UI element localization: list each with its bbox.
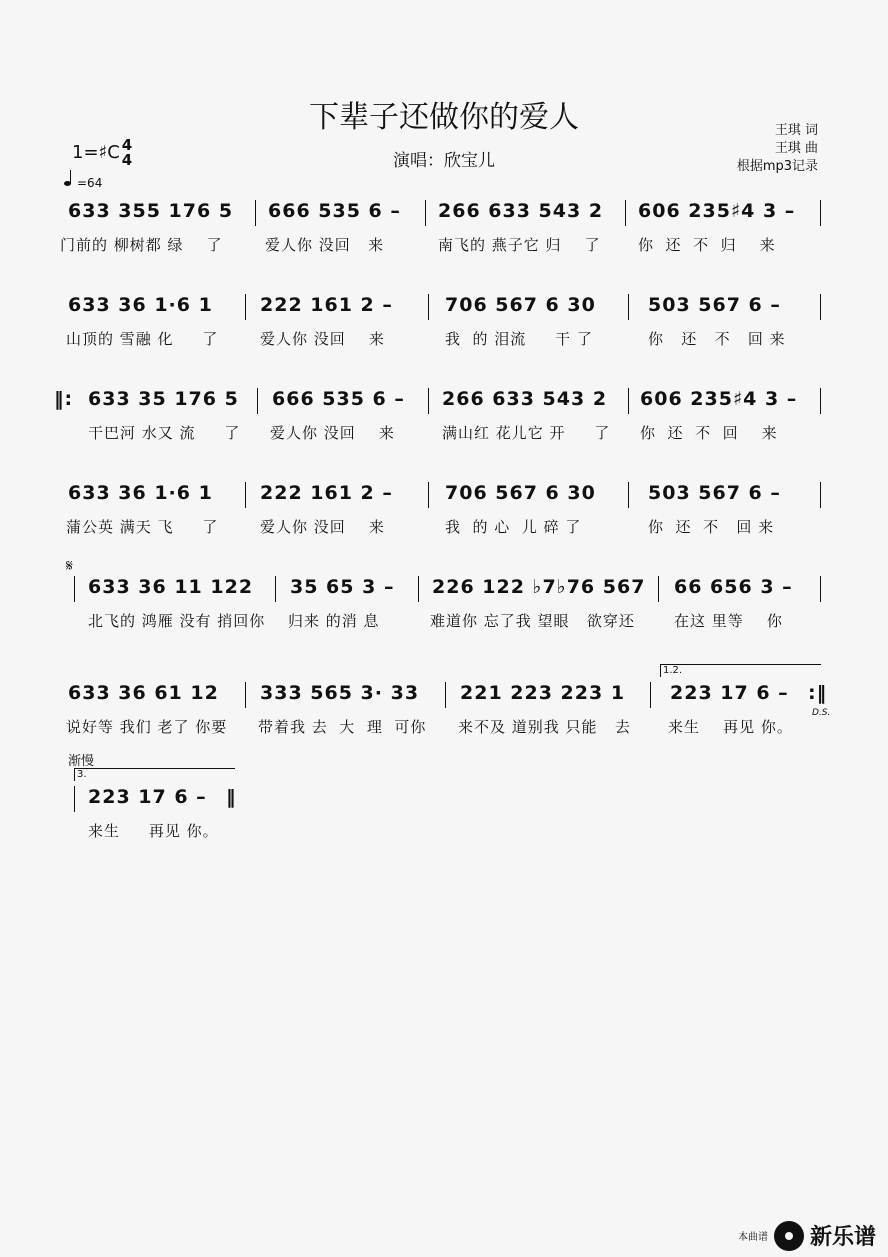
singer: 演唱：欣宝儿 [393, 151, 495, 171]
volta-1-2: 1.2. [660, 664, 821, 677]
lyric: 爱人你 没回 来 [270, 424, 395, 442]
lyric: 在这 里等 你 [674, 612, 783, 630]
composer: 王琪 曲 [774, 141, 818, 156]
lyric: 南飞的 燕子它 归 了 [438, 236, 601, 254]
measure: 666 535 6 – [272, 388, 405, 410]
lyric: 山顶的 雪融 化 了 [66, 330, 219, 348]
transcription-note: 根据mp3记录 [736, 159, 818, 174]
measure: 226 122 ♭7♭76 567 [432, 576, 646, 598]
measure: 333 565 3· 33 [260, 682, 420, 704]
measure: 221 223 223 1 [460, 682, 626, 704]
lyric: 带着我 去 大 理 可你 [258, 718, 427, 736]
measure: 223 17 6 – [670, 682, 789, 704]
measure: 503 567 6 – [648, 482, 781, 504]
measure: 633 355 176 5 [68, 200, 234, 222]
score-title: 下辈子还做你的爱人 [309, 100, 579, 135]
measure: 633 36 1·6 1 [68, 482, 213, 504]
lyric: 门前的 柳树都 绿 了 [60, 236, 223, 254]
ds-mark: D.S. [812, 708, 831, 718]
lyric: 爱人你 没回 来 [260, 330, 385, 348]
measure: 706 567 6 30 [445, 294, 596, 316]
lyric: 满山红 花儿它 开 了 [442, 424, 611, 442]
time-signature [120, 138, 134, 168]
measure: 503 567 6 – [648, 294, 781, 316]
measure: 633 36 11 122 [88, 576, 254, 598]
footer-small: 本曲谱 [737, 1232, 768, 1243]
measure: 266 633 543 2 [438, 200, 604, 222]
lyric: 北飞的 鸿雁 没有 捎回你 [88, 612, 266, 630]
lyric: 来不及 道别我 只能 去 [458, 718, 631, 736]
tempo-value: =64 [77, 176, 103, 190]
volta-3: 3. [74, 768, 235, 781]
measure: 633 36 1·6 1 [68, 294, 213, 316]
lyric: 你 还 不 归 来 [638, 236, 776, 254]
time-top: 4 [121, 136, 133, 154]
measure: 633 36 61 12 [68, 682, 219, 704]
measure: 606 235♯4 3 – [640, 388, 798, 410]
brand-name: 新乐谱 [809, 1225, 876, 1250]
record-logo-icon [774, 1221, 804, 1251]
lyric: 蒲公英 满天 飞 了 [66, 518, 219, 536]
key-signature: 1=♯C [72, 142, 120, 163]
lyric: 说好等 我们 老了 你要 [66, 718, 228, 736]
lyric: 我 的 心 儿 碎 了 [445, 518, 582, 536]
measure: 706 567 6 30 [445, 482, 596, 504]
quarter-note-icon [64, 181, 71, 186]
repeat-start: ‖: [54, 388, 74, 410]
lyric: 归来 的消 息 [288, 612, 380, 630]
repeat-end: :‖ [808, 682, 828, 704]
lyric: 来生 再见 你。 [88, 822, 219, 840]
lyric: 你 还 不 回 来 [648, 330, 786, 348]
lyric: 难道你 忘了我 望眼 欲穿还 [430, 612, 635, 630]
measure: 666 535 6 – [268, 200, 401, 222]
measure: 223 17 6 – [88, 786, 207, 808]
measure: 35 65 3 – [290, 576, 395, 598]
lyric: 我 的 泪流 干 了 [445, 330, 593, 348]
time-bottom: 4 [121, 151, 133, 169]
final-barline: ‖ [226, 786, 237, 808]
footer-brand [738, 1220, 876, 1251]
measure: 606 235♯4 3 – [638, 200, 796, 222]
credits [737, 122, 818, 176]
lyric: 你 还 不 回 来 [640, 424, 778, 442]
measure: 66 656 3 – [674, 576, 793, 598]
lyric: 爱人你 没回 来 [265, 236, 385, 254]
lyric: 干巴河 水又 流 了 [88, 424, 241, 442]
lyric: 来生 再见 你。 [668, 718, 793, 736]
tempo [64, 176, 102, 190]
measure: 266 633 543 2 [442, 388, 608, 410]
measure: 633 35 176 5 [88, 388, 239, 410]
lyric: 爱人你 没回 来 [260, 518, 385, 536]
tempo-slower: 渐慢 [68, 754, 95, 769]
lyric: 你 还 不 回 来 [648, 518, 775, 536]
lyricist: 王琪 词 [774, 123, 818, 138]
measure: 222 161 2 – [260, 294, 393, 316]
segno-icon: 𝄋 [66, 556, 73, 575]
measure: 222 161 2 – [260, 482, 393, 504]
